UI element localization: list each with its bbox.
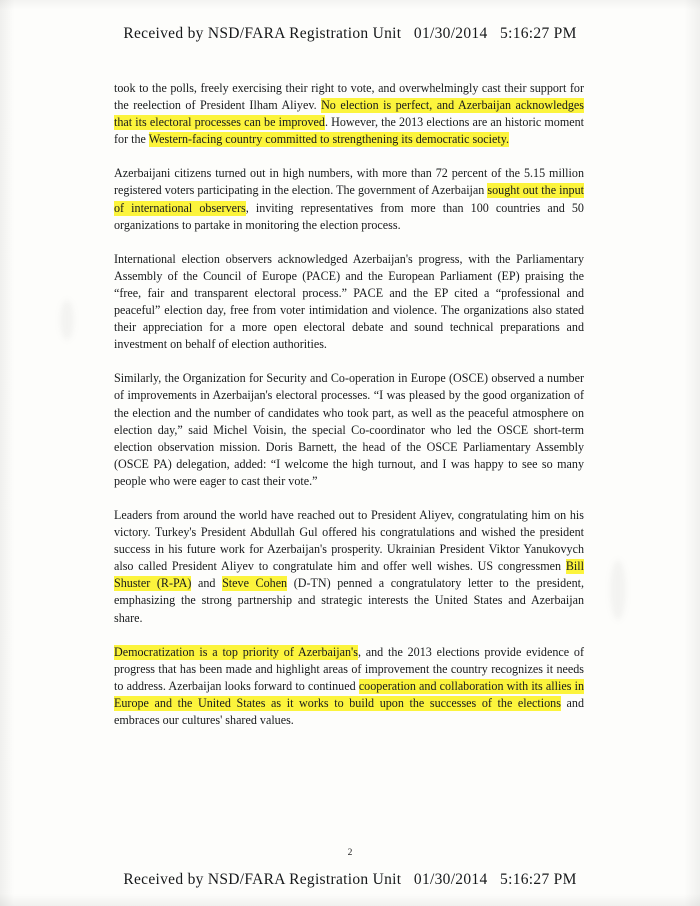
paragraph [114, 370, 584, 490]
scan-artifact [60, 300, 74, 340]
highlighted-text: No election is perfect, and Azerbaijan acknowledges that its electoral processes can be improved [114, 98, 584, 130]
text-run: Azerbaijani citizens turned out in high numbers, with more than 72 percent of the 5.15 million registered voters participating in the election. The government of Azerbaijan [114, 166, 584, 198]
paragraph [114, 644, 584, 729]
fara-received-stamp-top: Received by NSD/FARA Registration Unit 01/30/2014 5:16:27 PM [123, 25, 577, 42]
text-run: and embraces our cultures' shared values. [114, 695, 584, 727]
page-edge-shadow-top [0, 0, 700, 10]
text-run: (D-TN) penned a congratulatory letter to the president, emphasizing the strong partnership and strategic interests the United States and Azerbaijan share. [114, 576, 585, 625]
text-run: Leaders from around the world have reached out to President Aliyev, congratulating him on his victory. Turkey's President Abdullah Gul offered his congratulations and wished the president success in his future work for Azerbaijan's prosperity. Ukrainian President Viktor Yanukovych also called President Aliyev to congratulate him and offer well wishes. US congressmen [114, 507, 584, 574]
highlighted-text: Democratization is a top priority of Azerbaijan's [114, 644, 358, 659]
text-run: and [191, 576, 223, 591]
page-number: 2 [347, 848, 353, 858]
text-run: , and the 2013 elections provide evidence of progress that has been made and highlight areas of improvement the country recognizes it needs to address. Azerbaijan looks forward to continued [114, 644, 584, 693]
paragraph [114, 165, 584, 233]
document-body [114, 80, 584, 729]
page-edge-shadow-bottom [0, 894, 700, 906]
highlighted-text: Western-facing country committed to strengthening its democratic society. [148, 132, 509, 147]
highlighted-text: sought out the input of international observers [114, 183, 584, 215]
text-run: , inviting representatives from more than 100 countries and 50 organizations to partake in monitoring the election process. [114, 200, 584, 232]
scan-artifact [610, 560, 626, 620]
page-edge-shadow-left [0, 0, 14, 906]
highlighted-text: Bill Shuster (R-PA) [114, 559, 584, 591]
text-run: Similarly, the Organization for Security and Co-operation in Europe (OSCE) observed a number of improvements in Azerbaijan's electoral processes. “I was pleased by the good organization of the election and the number of candidates who took part, as well as the peaceful atmosphere on election day,” said Michel Voisin, the special Co-coordinator who led the OSCE short-term election observation mission. Doris Barnett, the head of the OSCE Parliamentary Assembly (OSCE PA) delegation, added: “I welcome the high turnout, and I was happy to see so many people who were eager to cast their vote.” [114, 371, 584, 488]
highlighted-text: cooperation and collaboration with its allies in Europe and the United States as it works to build upon the successes of the elections [114, 678, 584, 710]
highlighted-text: Steve Cohen [222, 576, 288, 591]
text-run: . However, the 2013 elections are an historic moment for the [114, 115, 585, 147]
text-run: took to the polls, freely exercising their right to vote, and overwhelmingly cast their support for the reelection of President Ilham Aliyev. [114, 81, 584, 113]
paragraph [114, 251, 584, 354]
page-edge-shadow-right [684, 0, 700, 906]
paragraph [114, 80, 584, 148]
paragraph [114, 507, 584, 627]
fara-received-stamp-bottom: Received by NSD/FARA Registration Unit 01/30/2014 5:16:27 PM [123, 871, 577, 888]
text-run: International election observers acknowledged Azerbaijan's progress, with the Parliamentary Assembly of the Council of Europe (PACE) and the European Parliament (EP) praising the “free, fair and transparent electoral process.” PACE and the EP cited a “professional and peaceful” election day, free from voter intimidation and violence. The organizations also stated their appreciation for a more open electoral debate and sound technical preparations and investment on behalf of election authorities. [114, 251, 584, 352]
